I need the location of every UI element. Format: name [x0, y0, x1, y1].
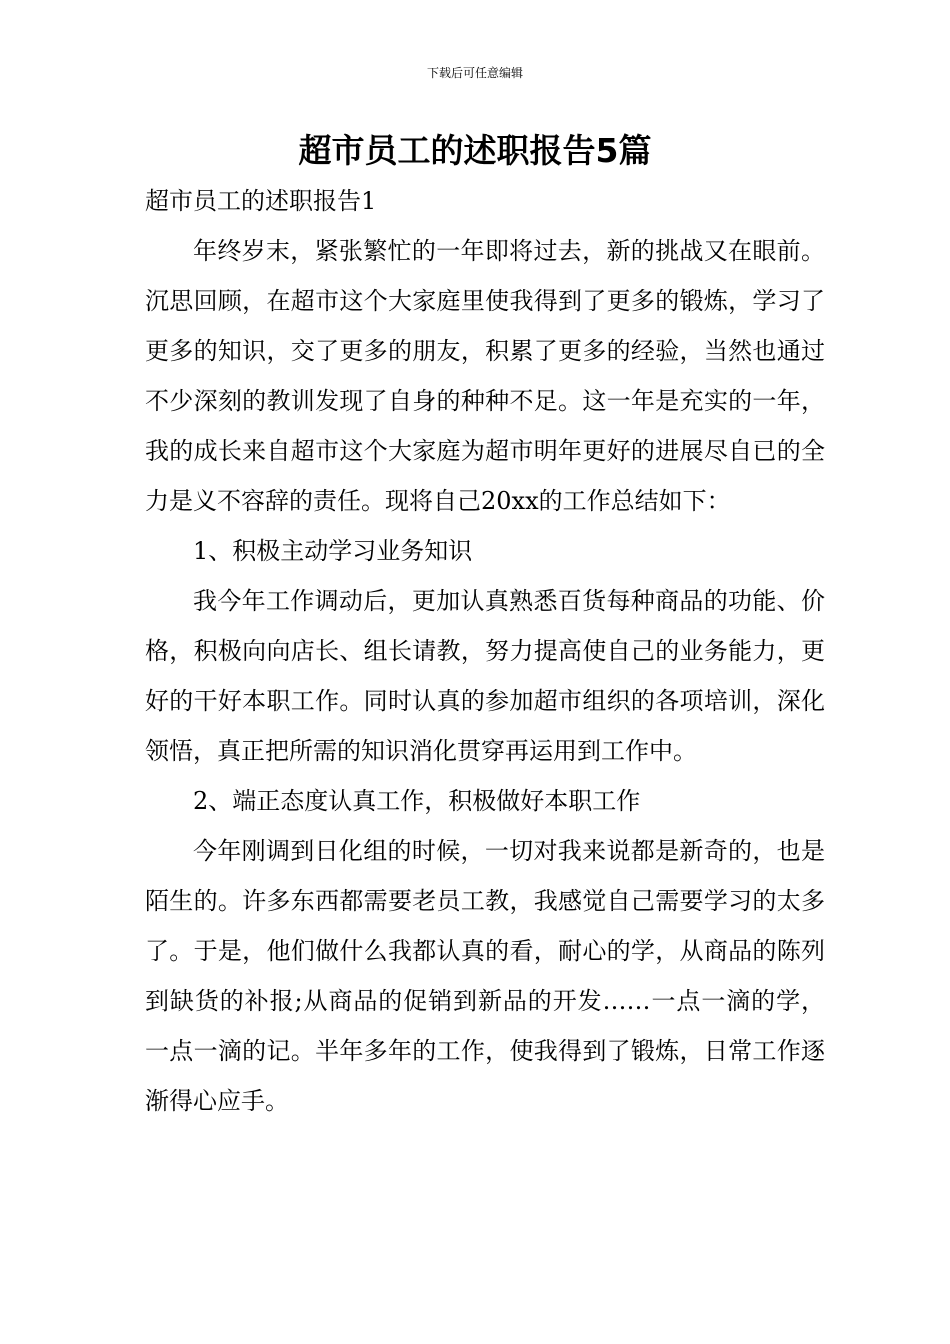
intro-paragraph: 年终岁末，紧张繁忙的一年即将过去，新的挑战又在眼前。沉思回顾，在超市这个大家庭里使我得到了更多的锻炼，学习了更多的知识，交了更多的朋友，积累了更多的经验，当然也通过不少深刻的教训发现了自身的种种不足。这一年是充实的一年，我的成长来自超市这个大家庭为超市明年更好的进展尽自已的全力是义不容辞的责任。现将自己20xx的工作总结如下：: [145, 237, 825, 515]
item2-paragraph: 今年刚调到日化组的时候，一切对我来说都是新奇的，也是陌生的。许多东西都需要老员工教，我感觉自己需要学习的太多了。于是，他们做什么我都认真的看，耐心的学，从商品的陈列到缺货的补报;从商品的促销到新品的开发……一点一滴的学，一点一滴的记。半年多年的工作，使我得到了锻炼，日常工作逐渐得心应手。: [145, 837, 825, 1115]
header-note: 下载后可任意编辑: [426, 66, 523, 80]
item2-heading: 2、端正态度认真工作，积极做好本职工作: [193, 787, 641, 815]
document-body: [145, 176, 825, 1126]
item1-paragraph: 我今年工作调动后，更加认真熟悉百货每种商品的功能、价格，积极向向店长、组长请教，努力提高使自己的业务能力，更好的干好本职工作。同时认真的参加超市组织的各项培训，深化领悟，真正把所需的知识消化贯穿再运用到工作中。: [145, 587, 825, 765]
document-title: 超市员工的述职报告5篇: [298, 131, 652, 170]
section-title: 超市员工的述职报告1: [145, 187, 377, 215]
item1-heading: 1、积极主动学习业务知识: [193, 537, 473, 565]
